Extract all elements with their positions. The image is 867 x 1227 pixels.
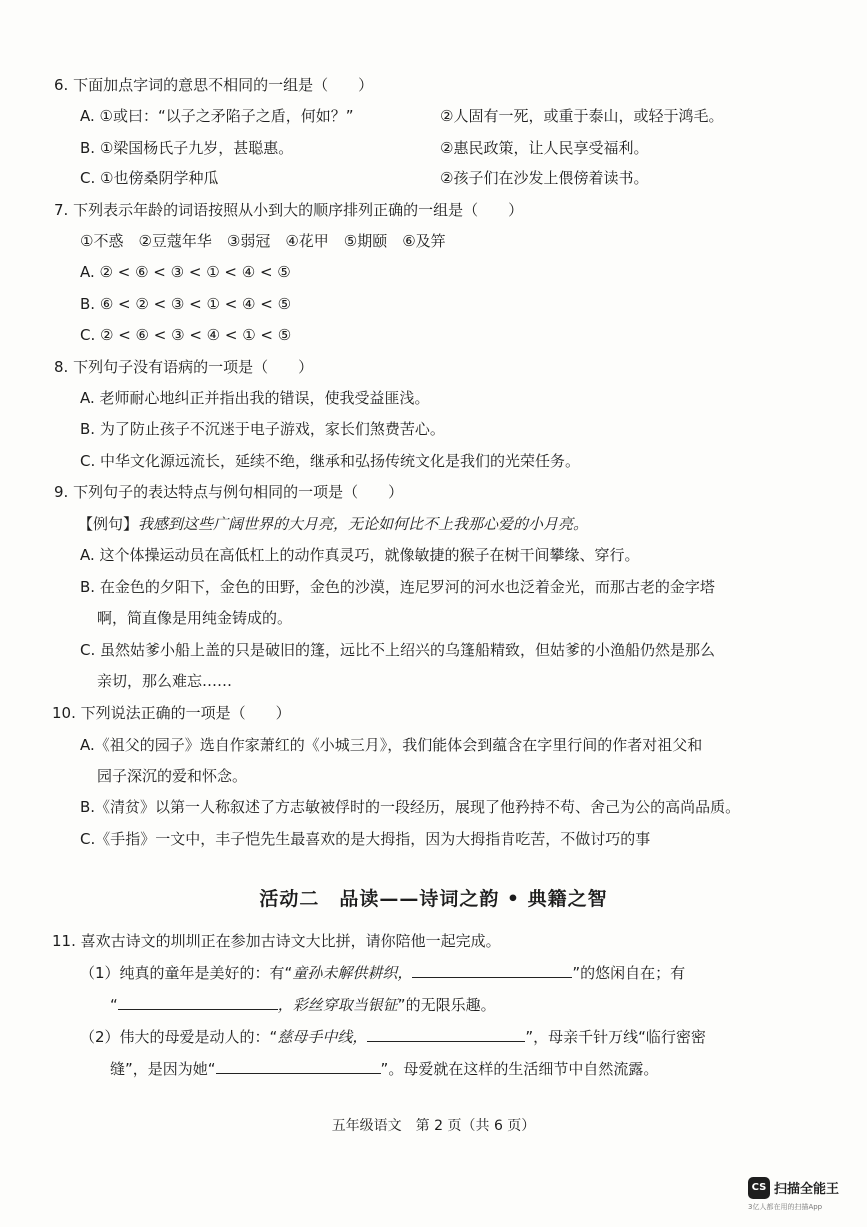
answer-blank-3[interactable] (367, 1026, 525, 1042)
scanner-brand-name: 扫描全能王 (774, 1182, 840, 1197)
q11-part1-text-b: ”的悠闲自在；有 (572, 964, 686, 982)
q9-option-b-cont: 啊，简直像是用纯金铸成的。 (97, 609, 293, 627)
q11-part2-line1 (80, 1026, 706, 1047)
q10-option-a-cont: 园子深沉的爱和怀念。 (97, 767, 248, 785)
q10-stem: 10. 下列说法正确的一项是（ ） (52, 704, 291, 722)
page-footer: 五年级语文 第 2 页（共 6 页） (331, 1118, 536, 1134)
answer-blank-1[interactable] (412, 962, 572, 978)
answer-blank-4[interactable] (216, 1058, 381, 1074)
q7-option-b: B. ⑥ < ② < ③ < ① < ④ < ⑤ (80, 295, 292, 313)
q6-option-a: A. ①或曰：“以子之矛陷子之盾，何如？” (80, 107, 354, 125)
q8-option-c: C. 中华文化源远流长，延续不绝，继承和弘扬传统文化是我们的光荣任务。 (80, 452, 581, 470)
q6-stem: 6. 下面加点字词的意思不相同的一组是（ ） (54, 76, 374, 94)
q8-stem: 8. 下列句子没有语病的一项是（ ） (54, 358, 314, 376)
q9-option-c: C. 虽然姑爹小船上盖的只是破旧的篷，远比不上绍兴的乌篷船精致，但姑爹的小渔船仍然是那么 (80, 641, 716, 659)
scanner-tagline: 3亿人都在用的扫描App (748, 1203, 823, 1211)
q7-items: ①不惑 ②豆蔻年华 ③弱冠 ④花甲 ⑤期颐 ⑥及笄 (80, 232, 446, 250)
scanner-watermark (748, 1175, 858, 1217)
q11-part1-text-c: “ (110, 996, 118, 1014)
q10-option-c: C.《手指》一文中，丰子恺先生最喜欢的是大拇指，因为大拇指肯吃苦，不做讨巧的事 (80, 830, 651, 848)
q11-part1-quote-2: ，彩丝穿取当银钲 (277, 996, 398, 1014)
q11-stem: 11. 喜欢古诗文的圳圳正在参加古诗文大比拼，请你陪他一起完成。 (52, 932, 501, 950)
q9-stem: 9. 下列句子的表达特点与例句相同的一项是（ ） (54, 483, 404, 501)
q10-option-a: A.《祖父的园子》选自作家萧红的《小城三月》，我们能体会到蕴含在字里行间的作者对祖父和 (80, 736, 703, 754)
q9-example (78, 514, 588, 534)
q7-option-a: A. ② < ⑥ < ③ < ① < ④ < ⑤ (80, 263, 291, 281)
section-title: 活动二 品读——诗词之韵 • 典籍之智 (259, 888, 608, 910)
q9-option-a: A. 这个体操运动员在高低杠上的动作真灵巧，就像敏捷的猴子在树干间攀缘、穿行。 (80, 546, 640, 564)
q11-part2-line2 (110, 1058, 658, 1079)
q11-part1-quote: 童孙未解供耕织， (292, 964, 413, 982)
scanner-logo-icon: CS (748, 1177, 770, 1199)
q6-option-c-2: ②孩子们在沙发上偎傍着读书。 (440, 169, 649, 187)
q9-option-c-cont: 亲切，那么难忘…… (97, 672, 233, 690)
q6-option-b: B. ①梁国杨氏子九岁，甚聪惠。 (80, 139, 294, 157)
q11-part2-text-c: 缝”，是因为她“ (110, 1060, 216, 1078)
q8-option-a: A. 老师耐心地纠正并指出我的错误，使我受益匪浅。 (80, 389, 430, 407)
q8-option-b: B. 为了防止孩子不沉迷于电子游戏，家长们煞费苦心。 (80, 420, 445, 438)
q11-part1-text: （1）纯真的童年是美好的：有“ (80, 964, 293, 982)
q6-option-c: C. ①也傍桑阴学种瓜 (80, 169, 219, 187)
q11-part2-text-b: ”，母亲千针万线“临行密密 (525, 1028, 706, 1046)
q7-option-c: C. ② < ⑥ < ③ < ④ < ① < ⑤ (80, 326, 292, 344)
q7-stem: 7. 下列表示年龄的词语按照从小到大的顺序排列正确的一组是（ ） (54, 201, 524, 219)
q11-part2-text: （2）伟大的母爱是动人的：“ (80, 1028, 278, 1046)
q11-part1-line1 (80, 962, 685, 983)
q11-part1-line2 (110, 994, 496, 1015)
q10-option-b: B.《清贫》以第一人称叙述了方志敏被俘时的一段经历，展现了他矜持不苟、舍己为公的高尚品质。 (80, 798, 741, 816)
q11-part2-text-d: ”。母爱就在这样的生活细节中自然流露。 (380, 1060, 659, 1078)
q9-example-tag: 【例句】 (78, 515, 139, 533)
q11-part1-text-d: ”的无限乐趣。 (397, 996, 496, 1014)
q9-example-text: 我感到这些广阔世界的大月亮，无论如何比不上我那心爱的小月亮。 (138, 515, 589, 533)
q6-option-b-2: ②惠民政策，让人民享受福利。 (440, 139, 649, 157)
q11-part2-quote: 慈母手中线， (277, 1028, 368, 1046)
q9-option-b: B. 在金色的夕阳下，金色的田野，金色的沙漠，连尼罗河的河水也泛着金光，而那古老的金字塔 (80, 578, 715, 596)
answer-blank-2[interactable] (118, 994, 278, 1010)
q6-option-a-2: ②人固有一死，或重于泰山，或轻于鸿毛。 (440, 107, 724, 125)
